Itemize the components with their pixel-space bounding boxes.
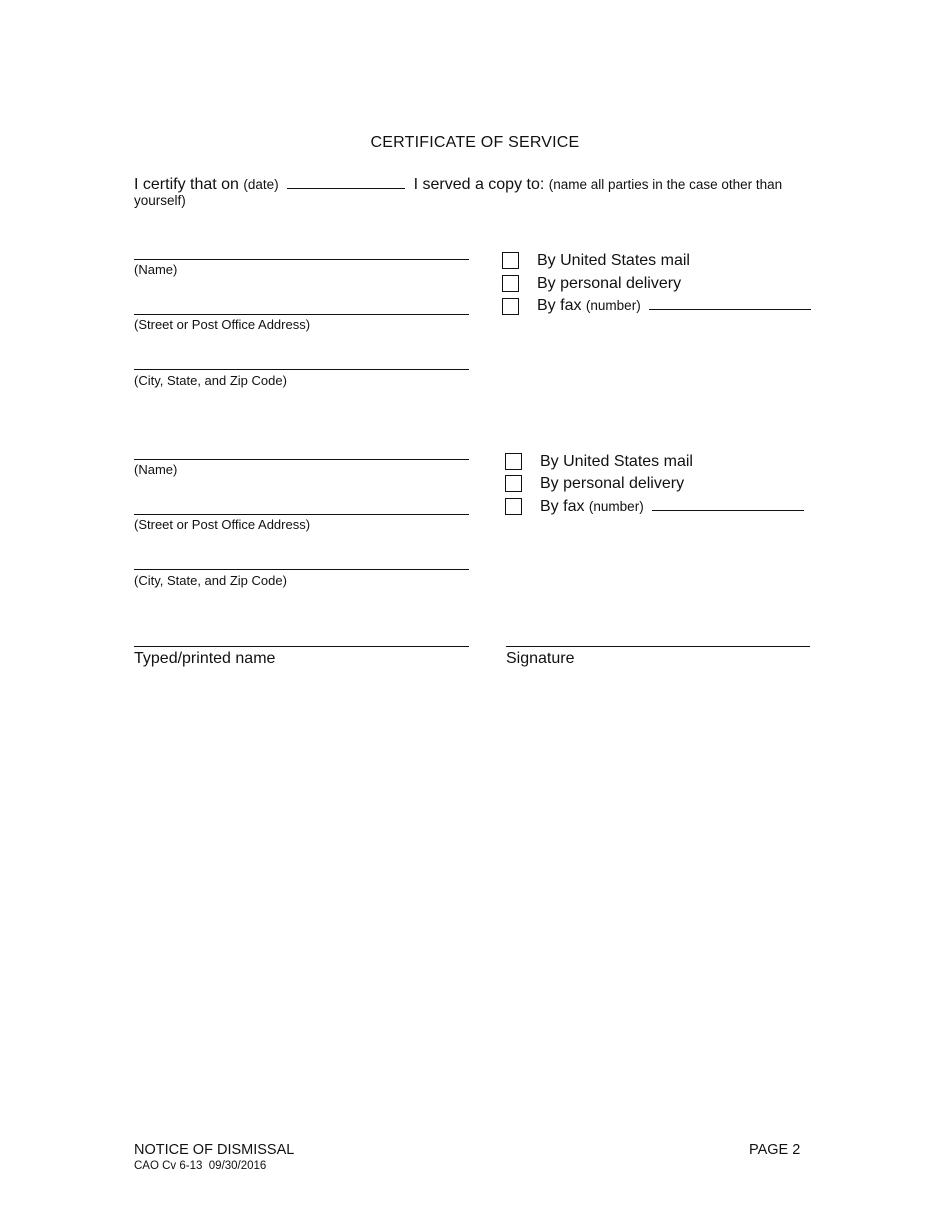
party2-fax-number-field[interactable] — [652, 498, 804, 511]
footer-page-number: PAGE 2 — [749, 1142, 801, 1158]
served-text: I served a copy to: — [413, 176, 545, 193]
signature-label: Signature — [506, 650, 575, 667]
party1-personal-checkbox[interactable] — [502, 275, 519, 292]
date-field[interactable] — [287, 174, 405, 189]
party2-street-label: (Street or Post Office Address) — [134, 517, 311, 532]
party2-city-field[interactable] — [134, 569, 469, 570]
party2-fax-hint: (number) — [588, 499, 644, 514]
party2-personal-checkbox[interactable] — [505, 475, 522, 492]
parties-hint-continued: yourself) — [134, 193, 186, 208]
party2-personal-label: By personal delivery — [540, 475, 685, 492]
party1-city-field[interactable] — [134, 369, 469, 370]
party1-fax-label: By fax — [537, 297, 582, 314]
footer-form-code: CAO Cv 6-13 09/30/2016 — [134, 1160, 267, 1172]
date-hint: (date) — [243, 177, 279, 192]
party1-fax-row — [537, 297, 811, 315]
typed-name-field[interactable] — [134, 646, 469, 647]
party1-mail-checkbox[interactable] — [502, 252, 519, 269]
party1-personal-label: By personal delivery — [537, 275, 682, 292]
parties-hint: (name all parties in the case other than — [548, 177, 783, 192]
signature-field[interactable] — [506, 646, 810, 647]
party1-street-label: (Street or Post Office Address) — [134, 317, 311, 332]
party2-name-field[interactable] — [134, 459, 469, 460]
party2-fax-checkbox[interactable] — [505, 498, 522, 515]
party2-mail-label: By United States mail — [540, 453, 693, 470]
footer-form-title: NOTICE OF DISMISSAL — [134, 1142, 295, 1158]
party2-city-label: (City, State, and Zip Code) — [134, 573, 287, 588]
party2-fax-label: By fax — [540, 498, 585, 515]
party1-street-field[interactable] — [134, 314, 469, 315]
party1-name-field[interactable] — [134, 259, 469, 260]
party1-fax-number-field[interactable] — [649, 297, 811, 310]
party1-fax-hint: (number) — [585, 298, 641, 313]
party2-fax-row — [540, 498, 804, 516]
party1-name-label: (Name) — [134, 262, 178, 277]
party1-fax-checkbox[interactable] — [502, 298, 519, 315]
party1-mail-label: By United States mail — [537, 252, 690, 269]
party2-mail-checkbox[interactable] — [505, 453, 522, 470]
certify-lead: I certify that on — [134, 176, 239, 193]
party2-street-field[interactable] — [134, 514, 469, 515]
page-title: CERTIFICATE OF SERVICE — [370, 134, 580, 151]
typed-name-label: Typed/printed name — [134, 650, 276, 667]
certify-statement — [134, 174, 782, 194]
party2-name-label: (Name) — [134, 462, 178, 477]
party1-city-label: (City, State, and Zip Code) — [134, 373, 287, 388]
